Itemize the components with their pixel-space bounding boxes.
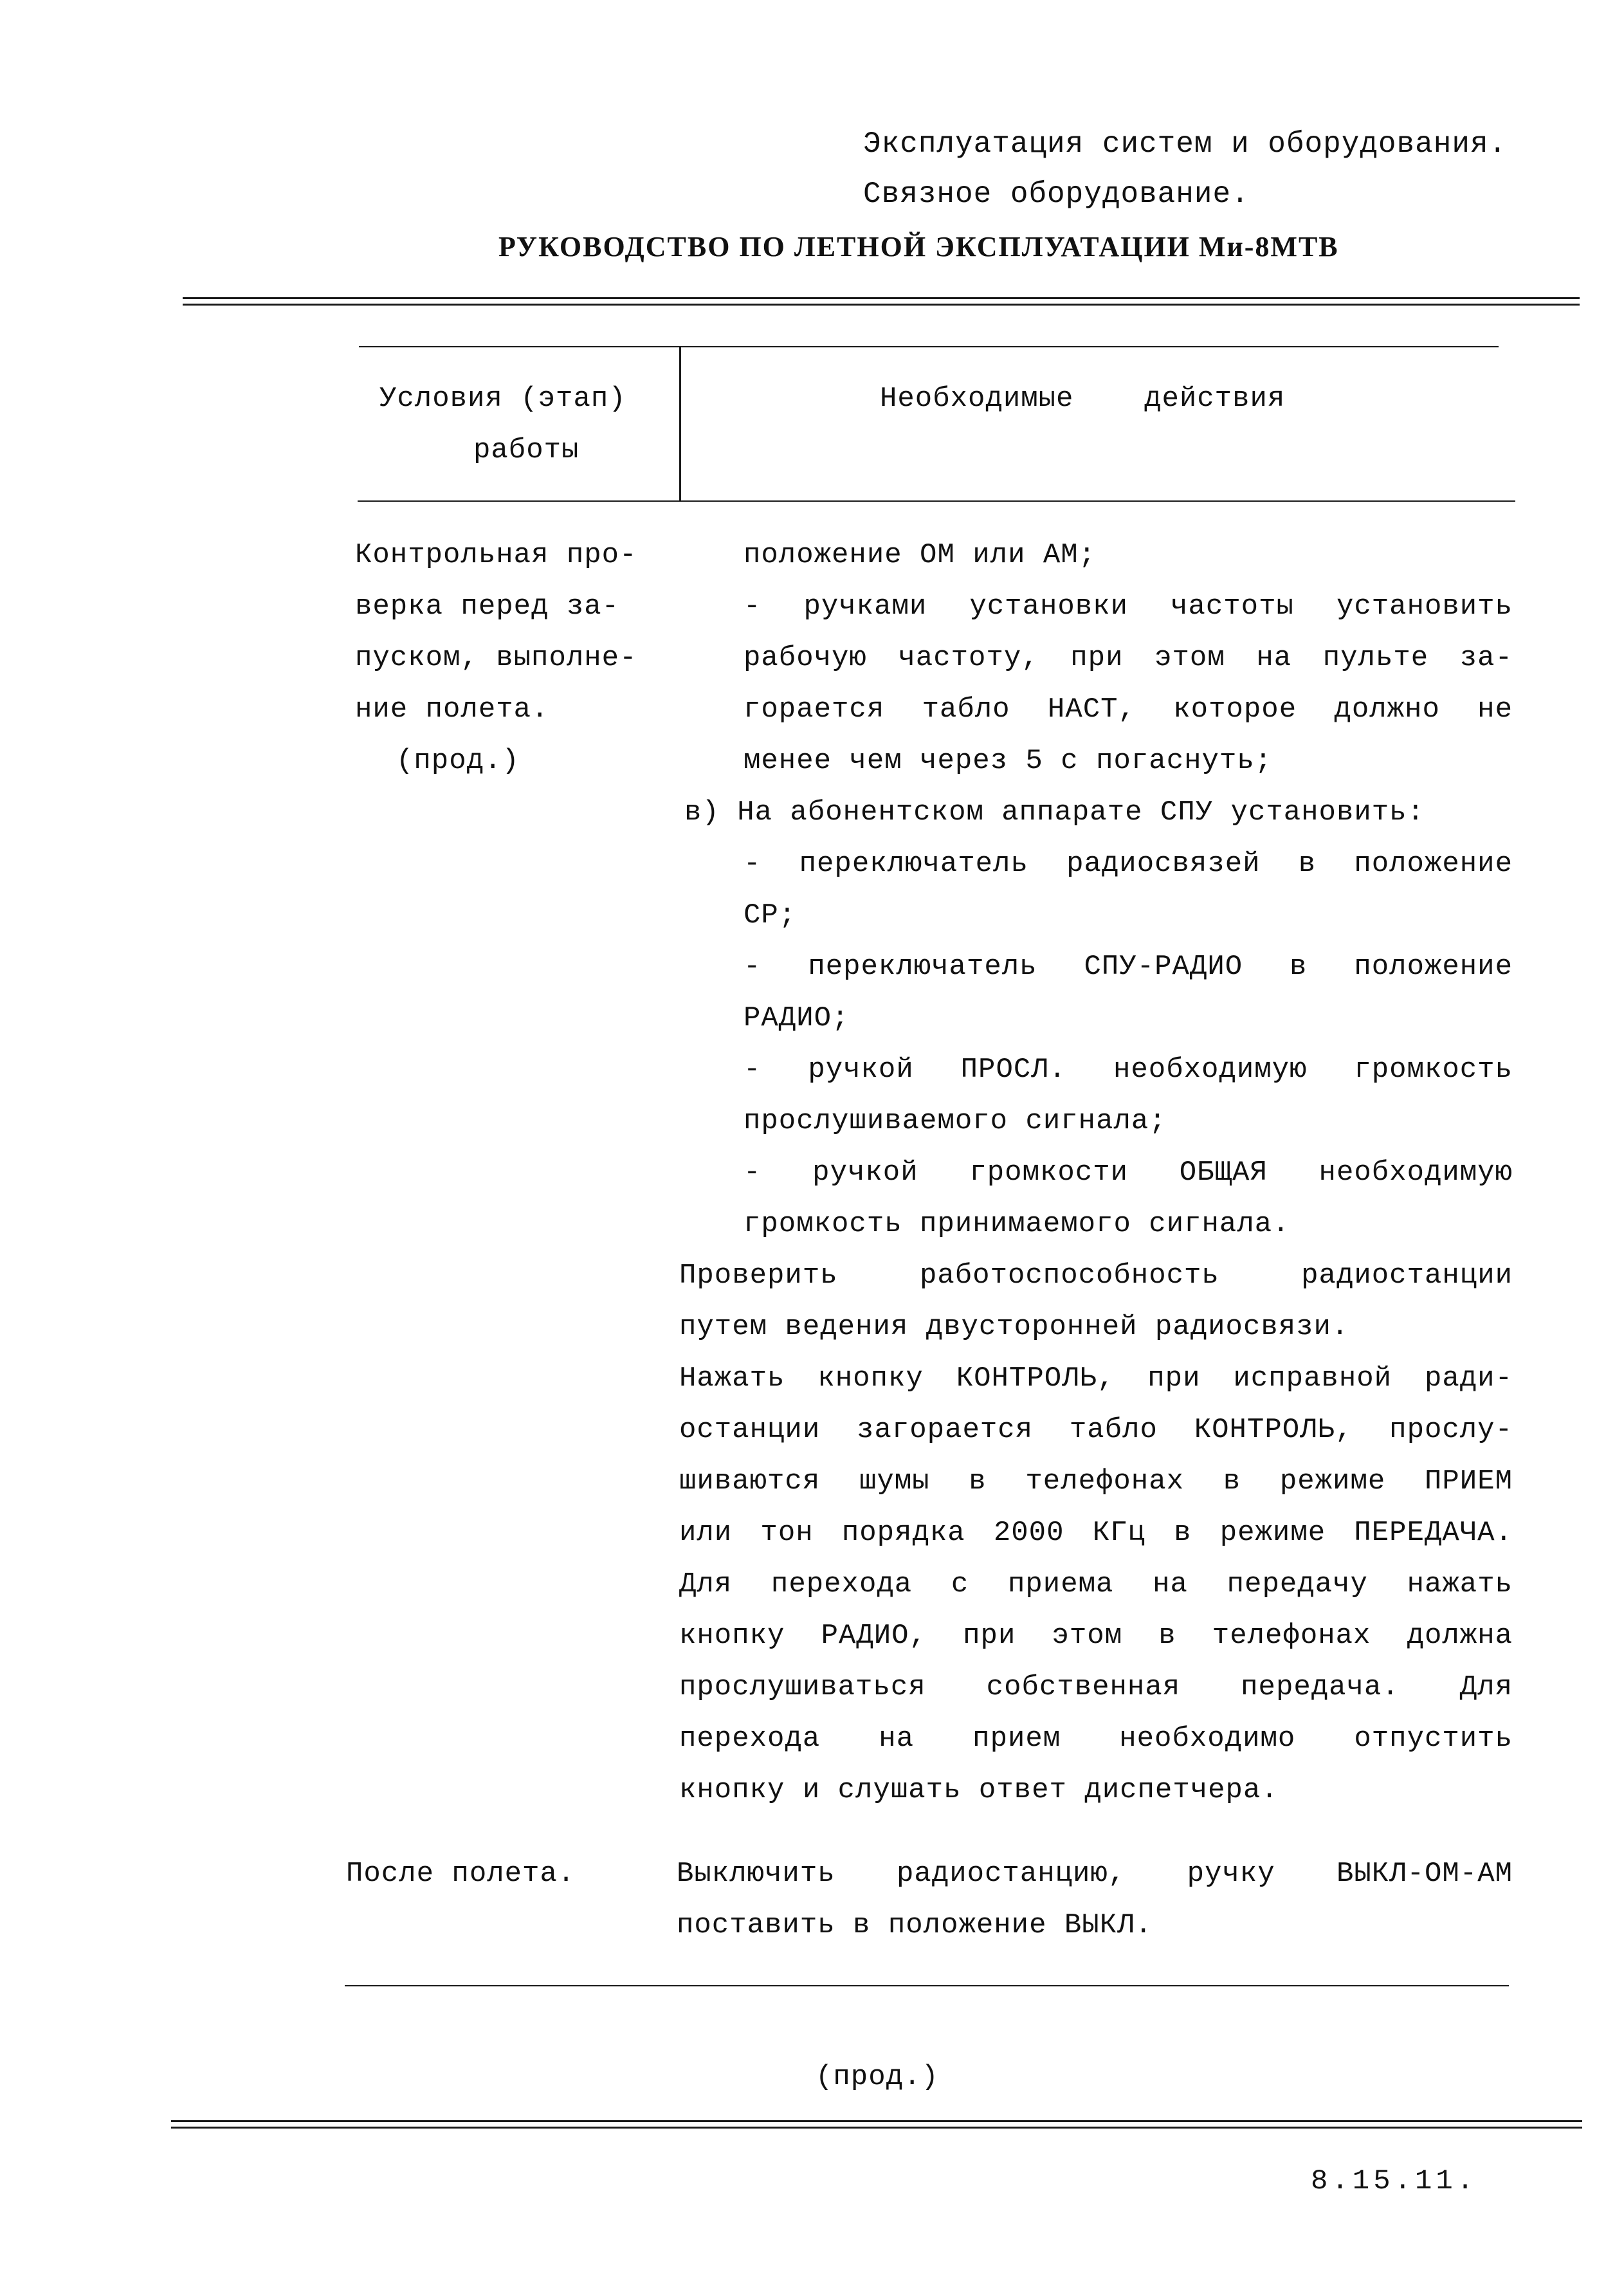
- action-line: останции загорается табло КОНТРОЛЬ, прослу-: [679, 1414, 1513, 1446]
- action-line: горается табло НАСТ, которое должно не: [744, 693, 1513, 726]
- continued-label: (прод.): [816, 2061, 939, 2093]
- action-line: - переключатель радиосвязей в положение: [744, 848, 1513, 880]
- action-line: в) На абонентском аппарате СПУ установить:: [684, 796, 1425, 829]
- action-line: или тон порядка 2000 КГц в режиме ПЕРЕДАЧА.: [679, 1517, 1513, 1549]
- action-line: положение ОМ или АМ;: [744, 539, 1097, 571]
- document-title: РУКОВОДСТВО ПО ЛЕТНОЙ ЭКСПЛУАТАЦИИ Ми-8МТВ: [498, 231, 1339, 262]
- header-line-2: Связное оборудование.: [863, 178, 1250, 211]
- action-line: РАДИО;: [744, 1002, 850, 1034]
- action-line: кнопку РАДИО, при этом в телефонах должна: [679, 1620, 1513, 1652]
- condition-line: (прод.): [396, 745, 520, 777]
- table-header-rule-bottom: [358, 500, 1515, 502]
- action-line: СР;: [744, 899, 797, 931]
- footer-rule-bottom: [171, 2127, 1582, 2129]
- action-line: громкость принимаемого сигнала.: [744, 1208, 1290, 1240]
- table-bottom-rule: [345, 1985, 1509, 1986]
- header-rule-bottom: [183, 304, 1580, 306]
- condition-line: ние полета.: [355, 693, 549, 726]
- col2-header: Необходимые действия: [880, 383, 1286, 415]
- table-header-divider: [679, 347, 681, 502]
- table-header-rule-top: [359, 346, 1499, 347]
- action-line: прослушиваемого сигнала;: [744, 1105, 1167, 1137]
- page-number: 8.15.11.: [1311, 2165, 1478, 2197]
- action-line: перехода на прием необходимо отпустить: [679, 1723, 1513, 1755]
- action-line: рабочую частоту, при этом на пульте за-: [744, 642, 1513, 674]
- condition-line: Контрольная про-: [355, 539, 637, 571]
- header-line-1: Эксплуатация систем и оборудования.: [863, 127, 1508, 161]
- footer-rule-top: [171, 2120, 1582, 2122]
- action-line: - ручкой ПРОСЛ. необходимую громкость: [744, 1054, 1513, 1086]
- condition-line-after-flight: После полета.: [346, 1858, 576, 1890]
- condition-line: пуском, выполне-: [355, 642, 637, 674]
- action-line: кнопку и слушать ответ диспетчера.: [679, 1774, 1279, 1806]
- action-line: прослушиваться собственная передача. Для: [679, 1671, 1513, 1703]
- condition-line: верка перед за-: [355, 591, 620, 623]
- action-line: Для перехода с приема на передачу нажать: [679, 1568, 1513, 1600]
- action-line: Проверить работоспособность радиостанции: [679, 1260, 1513, 1292]
- header-rule-top: [183, 297, 1580, 299]
- action-line: - ручкой громкости ОБЩАЯ необходимую: [744, 1157, 1513, 1189]
- action-line: путем ведения двусторонней радиосвязи.: [679, 1311, 1349, 1343]
- action-line: поставить в положение ВЫКЛ.: [677, 1909, 1153, 1941]
- action-line: Выключить радиостанцию, ручку ВЫКЛ-ОМ-АМ: [677, 1858, 1513, 1890]
- action-line: - переключатель СПУ-РАДИО в положение: [744, 951, 1513, 983]
- action-line: шиваются шумы в телефонах в режиме ПРИЕМ: [679, 1465, 1513, 1498]
- action-line: - ручками установки частоты установить: [744, 591, 1513, 623]
- action-line: менее чем через 5 с погаснуть;: [744, 745, 1273, 777]
- col1-header-line-2: работы: [473, 434, 579, 466]
- col1-header-line-1: Условия (этап): [379, 383, 626, 415]
- action-line: Нажать кнопку КОНТРОЛЬ, при исправной ради-: [679, 1362, 1513, 1395]
